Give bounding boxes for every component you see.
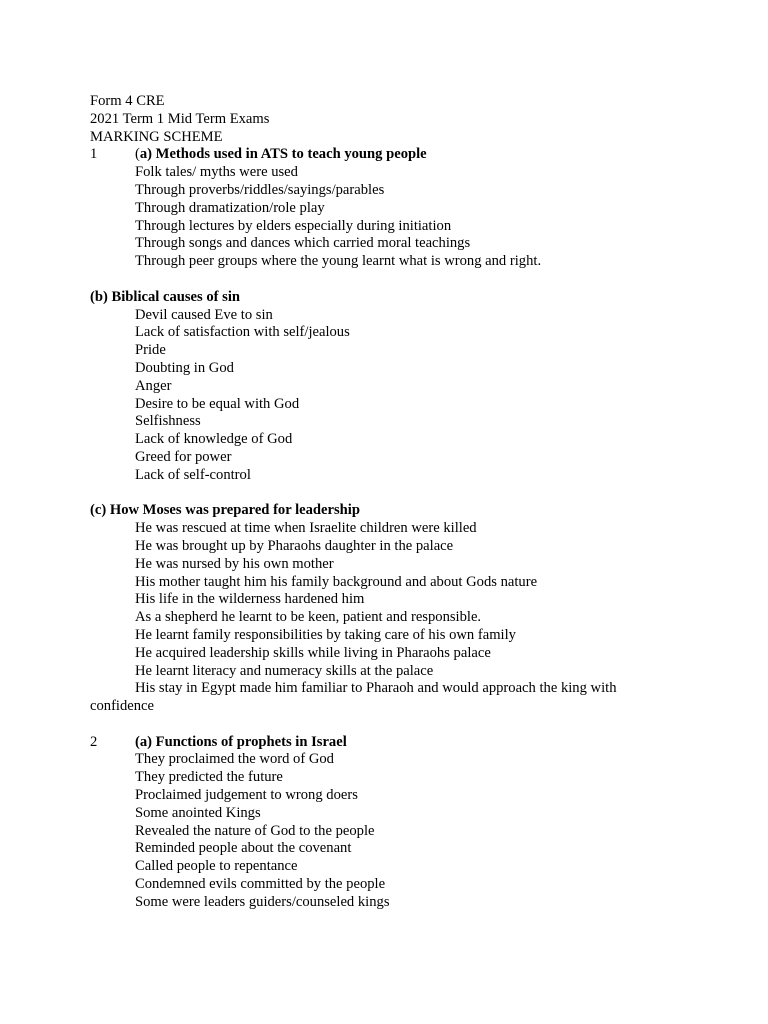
list-item: He was rescued at time when Israelite children were killed: [135, 520, 477, 537]
list-item: Through dramatization/role play: [135, 199, 325, 216]
q2-a-list: [90, 751, 690, 911]
marking-scheme-content: [90, 93, 690, 912]
list-item: His life in the wilderness hardened him: [135, 591, 365, 608]
list-item: They proclaimed the word of God: [135, 751, 334, 768]
list-item: Condemned evils committed by the people: [135, 876, 386, 893]
list-item: Desire to be equal with God: [135, 395, 300, 412]
header-line-2: 2021 Term 1 Mid Term Exams: [90, 110, 270, 127]
list-item: Pride: [135, 342, 166, 359]
spacer: [90, 716, 690, 734]
q1-c-list: [90, 520, 690, 716]
list-item: Some anointed Kings: [135, 804, 261, 821]
header-line-1: Form 4 CRE: [90, 93, 165, 109]
q1-a-heading: [90, 146, 690, 164]
q1-a-title: a) Methods used in ATS to teach young people: [139, 146, 427, 163]
list-item: Folk tales/ myths were used: [135, 164, 298, 181]
q1-c-title: (c) How Moses was prepared for leadership: [90, 502, 360, 519]
list-item: Through proverbs/riddles/sayings/parables: [135, 181, 385, 198]
list-item: He learnt family responsibilities by taking care of his own family: [135, 626, 516, 643]
list-item: Greed for power: [135, 448, 232, 465]
q2-number: 2: [90, 733, 98, 750]
list-item: Some were leaders guiders/counseled kings: [135, 893, 390, 910]
list-item: He was nursed by his own mother: [135, 555, 334, 572]
list-item: Anger: [135, 377, 172, 394]
list-item-wrapped: His stay in Egypt made him familiar to Pharaoh and would approach the king with: [135, 680, 617, 697]
list-item: Called people to repentance: [135, 858, 298, 875]
list-item: Through peer groups where the young learnt what is wrong and right.: [135, 253, 542, 270]
list-item: Revealed the nature of God to the people: [135, 822, 375, 839]
header-line-3: MARKING SCHEME: [90, 128, 223, 145]
list-item: Through songs and dances which carried moral teachings: [135, 235, 471, 252]
list-item: Lack of knowledge of God: [135, 431, 293, 448]
spacer: [90, 485, 690, 503]
list-item: They predicted the future: [135, 769, 283, 786]
list-item: He was brought up by Pharaohs daughter in the palace: [135, 537, 454, 554]
q2-a-heading: [90, 734, 690, 752]
list-item: Reminded people about the covenant: [135, 840, 352, 857]
q1-a-list: [90, 164, 690, 271]
list-item: As a shepherd he learnt to be keen, patient and responsible.: [135, 609, 482, 626]
list-item: Proclaimed judgement to wrong doers: [135, 787, 358, 804]
q1-a-prefix: (: [135, 146, 140, 163]
q1-b-heading: [90, 289, 690, 307]
list-item: Doubting in God: [135, 359, 234, 376]
list-item: He learnt literacy and numeracy skills at the palace: [135, 662, 434, 679]
q1-b-title: (b) Biblical causes of sin: [90, 288, 241, 305]
q2-a-title: (a) Functions of prophets in Israel: [135, 733, 347, 750]
list-item: Through lectures by elders especially during initiation: [135, 217, 452, 234]
list-item: Selfishness: [135, 413, 201, 430]
q1-b-list: [90, 307, 690, 485]
spacer: [90, 271, 690, 289]
list-item: Devil caused Eve to sin: [135, 306, 273, 323]
list-item: Lack of satisfaction with self/jealous: [135, 324, 350, 341]
list-item-continuation: confidence: [90, 698, 155, 715]
list-item: Lack of self-control: [135, 466, 251, 483]
list-item: He acquired leadership skills while living in Pharaohs palace: [135, 644, 491, 661]
q1-number: 1: [90, 146, 98, 163]
list-item: His mother taught him his family background and about Gods nature: [135, 573, 538, 590]
q1-c-heading: [90, 502, 690, 520]
